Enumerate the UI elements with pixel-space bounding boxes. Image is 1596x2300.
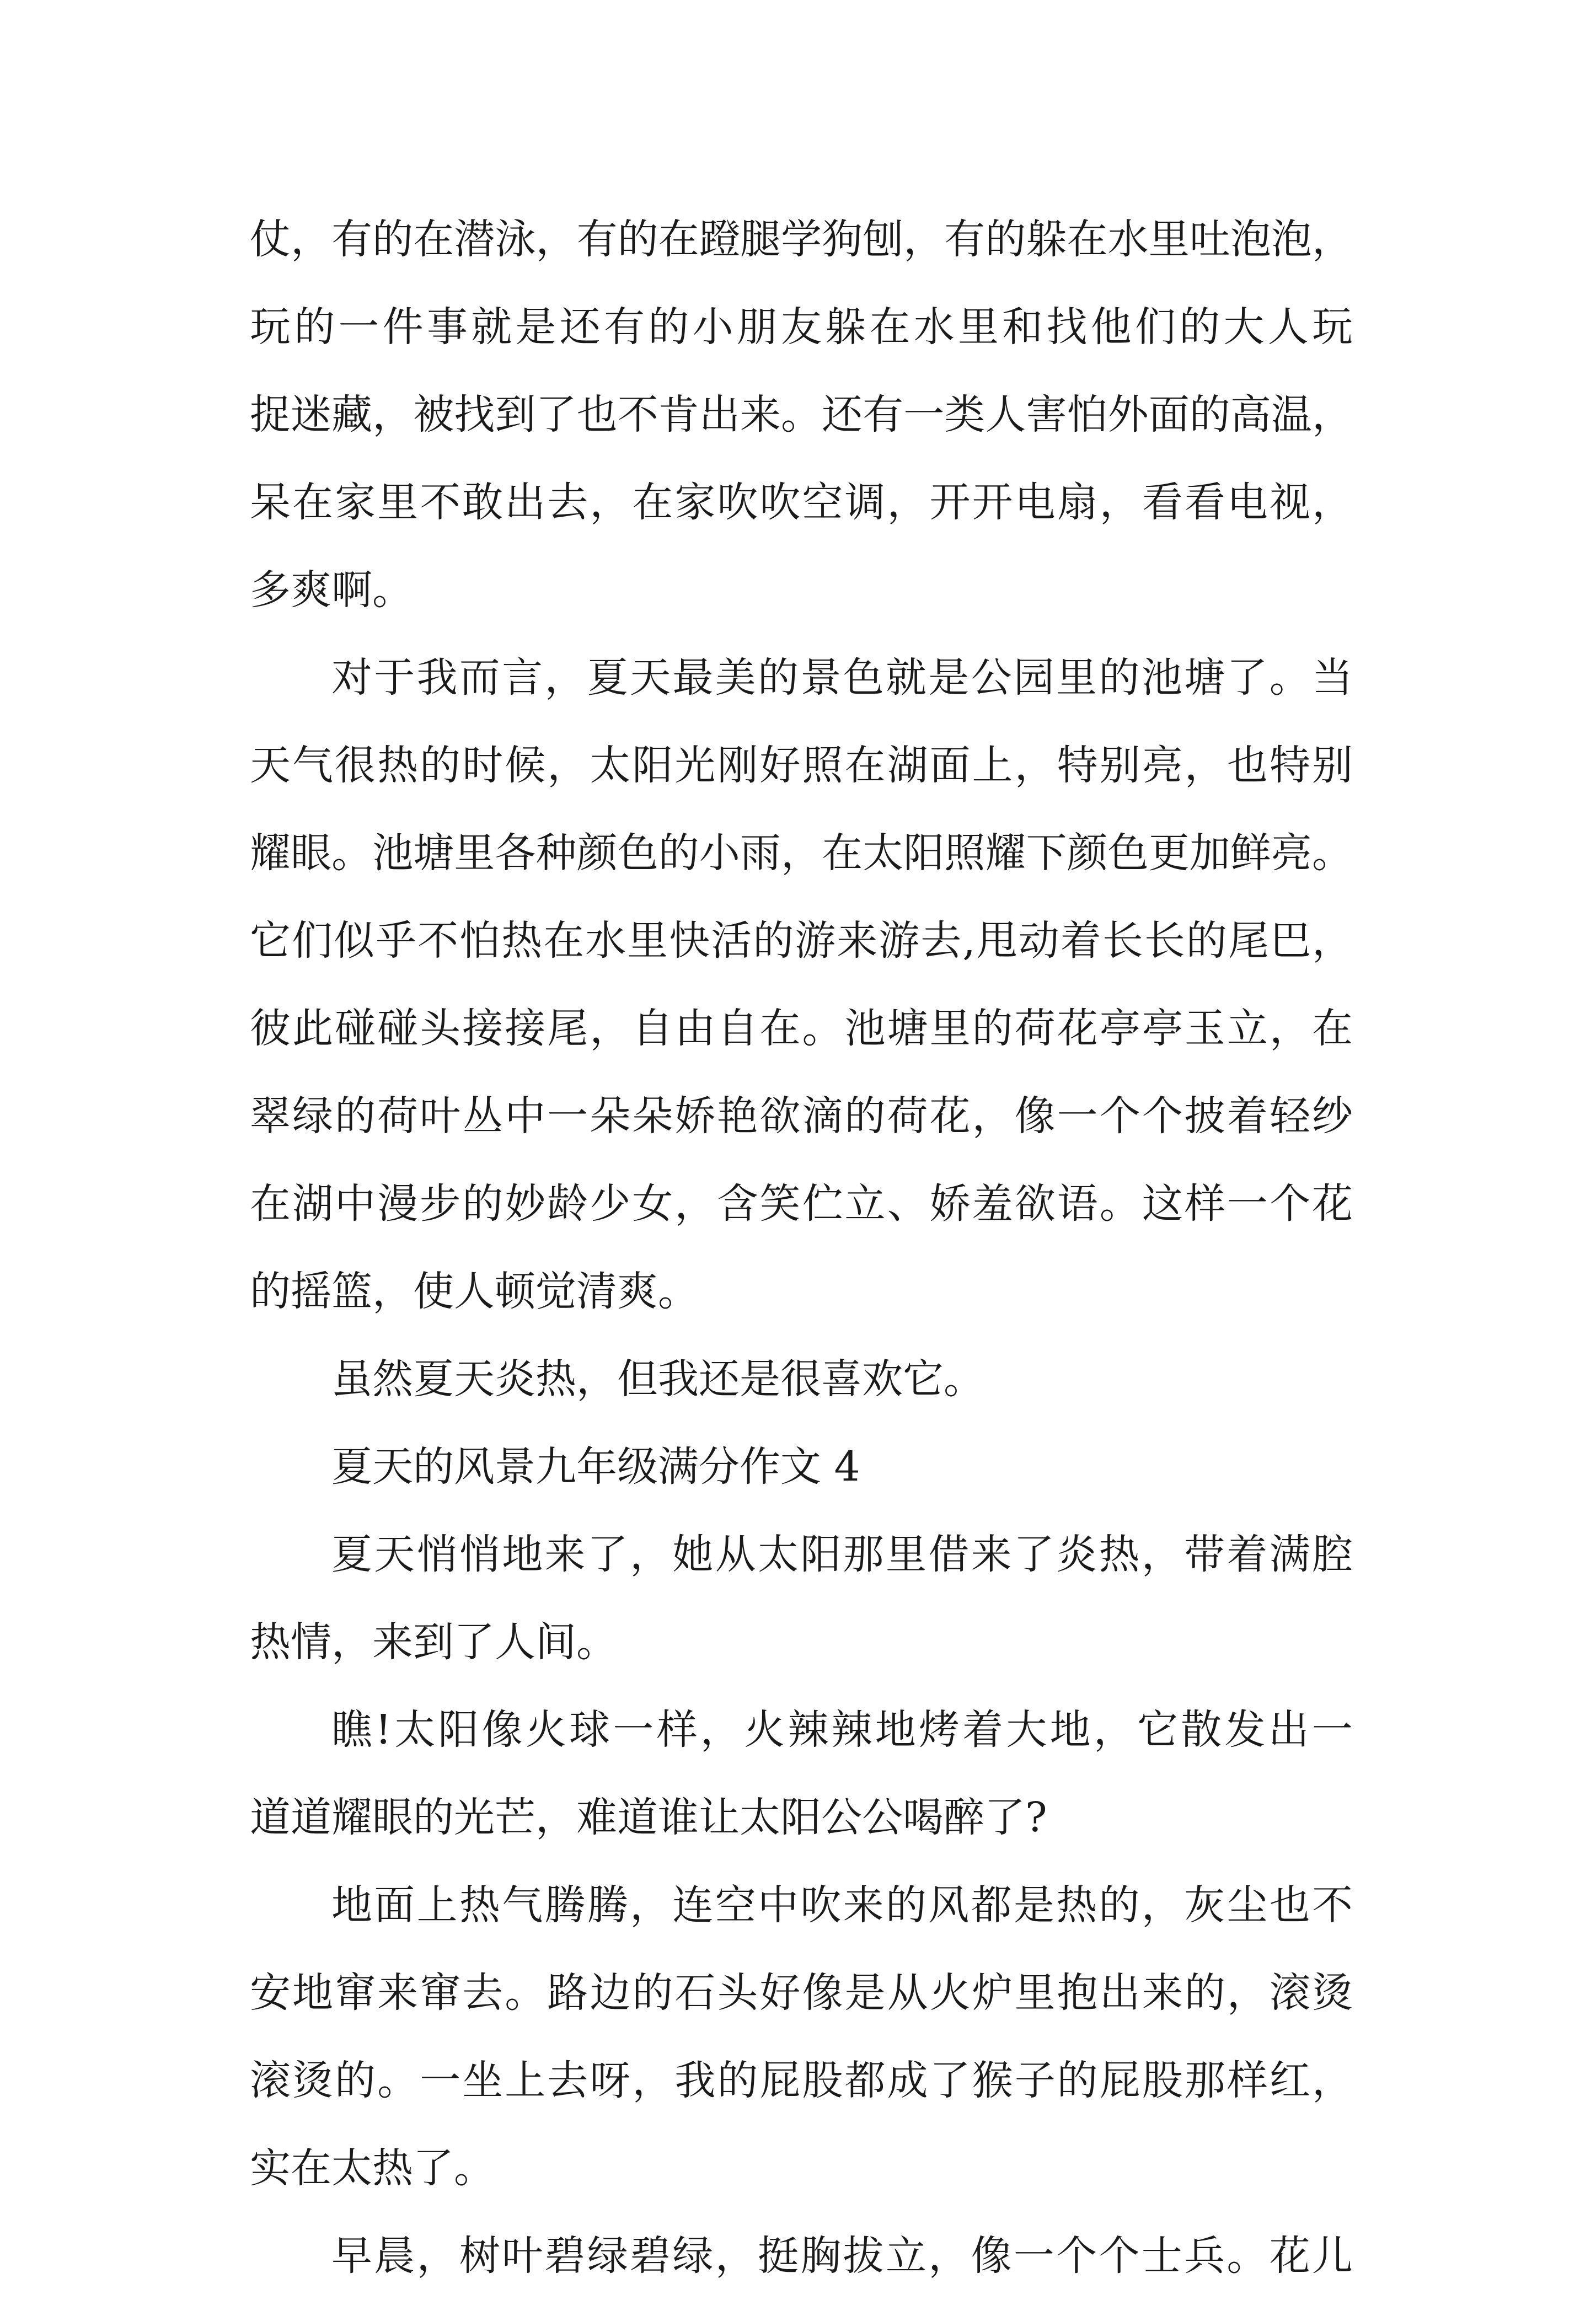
text-line: 滚烫的。一坐上去呀，我的屁股都成了猴子的屁股那样红， [250, 2057, 1353, 2104]
essay-body [250, 196, 1353, 2300]
text-line: 呆在家里不敢出去，在家吹吹空调，开开电扇，看看电视， [250, 479, 1353, 526]
section-heading: 夏天的风景九年级满分作文 4 [331, 1443, 860, 1491]
paragraph-first-line: 夏天悄悄地来了，她从太阳那里借来了炎热，带着满腔 [331, 1531, 1353, 1578]
text-line: 的摇篮，使人顿觉清爽。 [250, 1268, 699, 1315]
text-line: 玩的一件事就是还有的小朋友躲在水里和找他们的大人玩 [250, 303, 1353, 351]
text-line: 彼此碰碰头接接尾，自由自在。池塘里的荷花亭亭玉立，在 [250, 1005, 1353, 1052]
paragraph-first-line: 对于我而言，夏天最美的景色就是公园里的池塘了。当 [331, 654, 1353, 701]
text-line: 在湖中漫步的妙龄少女，含笑伫立、娇羞欲语。这样一个花 [250, 1180, 1353, 1227]
paragraph-first-line: 地面上热气腾腾，连空中吹来的风都是热的，灰尘也不 [331, 1881, 1353, 1929]
text-line: 安地窜来窜去。路边的石头好像是从火炉里抱出来的，滚烫 [250, 1969, 1353, 2017]
text-line: 捉迷藏，被找到了也不肯出来。还有一类人害怕外面的高温， [250, 391, 1353, 438]
text-line: 实在太热了。 [250, 2144, 495, 2192]
text-line: 翠绿的荷叶丛中一朵朵娇艳欲滴的荷花，像一个个披着轻纱 [250, 1092, 1353, 1140]
text-line: 天气很热的时候，太阳光刚好照在湖面上，特别亮，也特别 [250, 742, 1353, 789]
text-line: 多爽啊。 [250, 566, 413, 614]
paragraph-first-line: 虽然夏天炎热，但我还是很喜欢它。 [331, 1355, 984, 1403]
text-line: 仗，有的在潜泳，有的在蹬腿学狗刨，有的躲在水里吐泡泡， [250, 216, 1353, 263]
text-line: 耀眼。池塘里各种颜色的小雨，在太阳照耀下颜色更加鲜亮。 [250, 829, 1353, 877]
paragraph-first-line: 瞧!太阳像火球一样，火辣辣地烤着大地，它散发出一 [331, 1706, 1353, 1754]
text-line: 它们似乎不怕热在水里快活的游来游去,甩动着长长的尾巴， [250, 917, 1353, 964]
text-line: 道道耀眼的光芒，难道谁让太阳公公喝醉了? [250, 1794, 1047, 1841]
text-line: 热情，来到了人间。 [250, 1618, 617, 1666]
paragraph-first-line: 早晨，树叶碧绿碧绿，挺胸拔立，像一个个士兵。花儿 [331, 2232, 1353, 2280]
